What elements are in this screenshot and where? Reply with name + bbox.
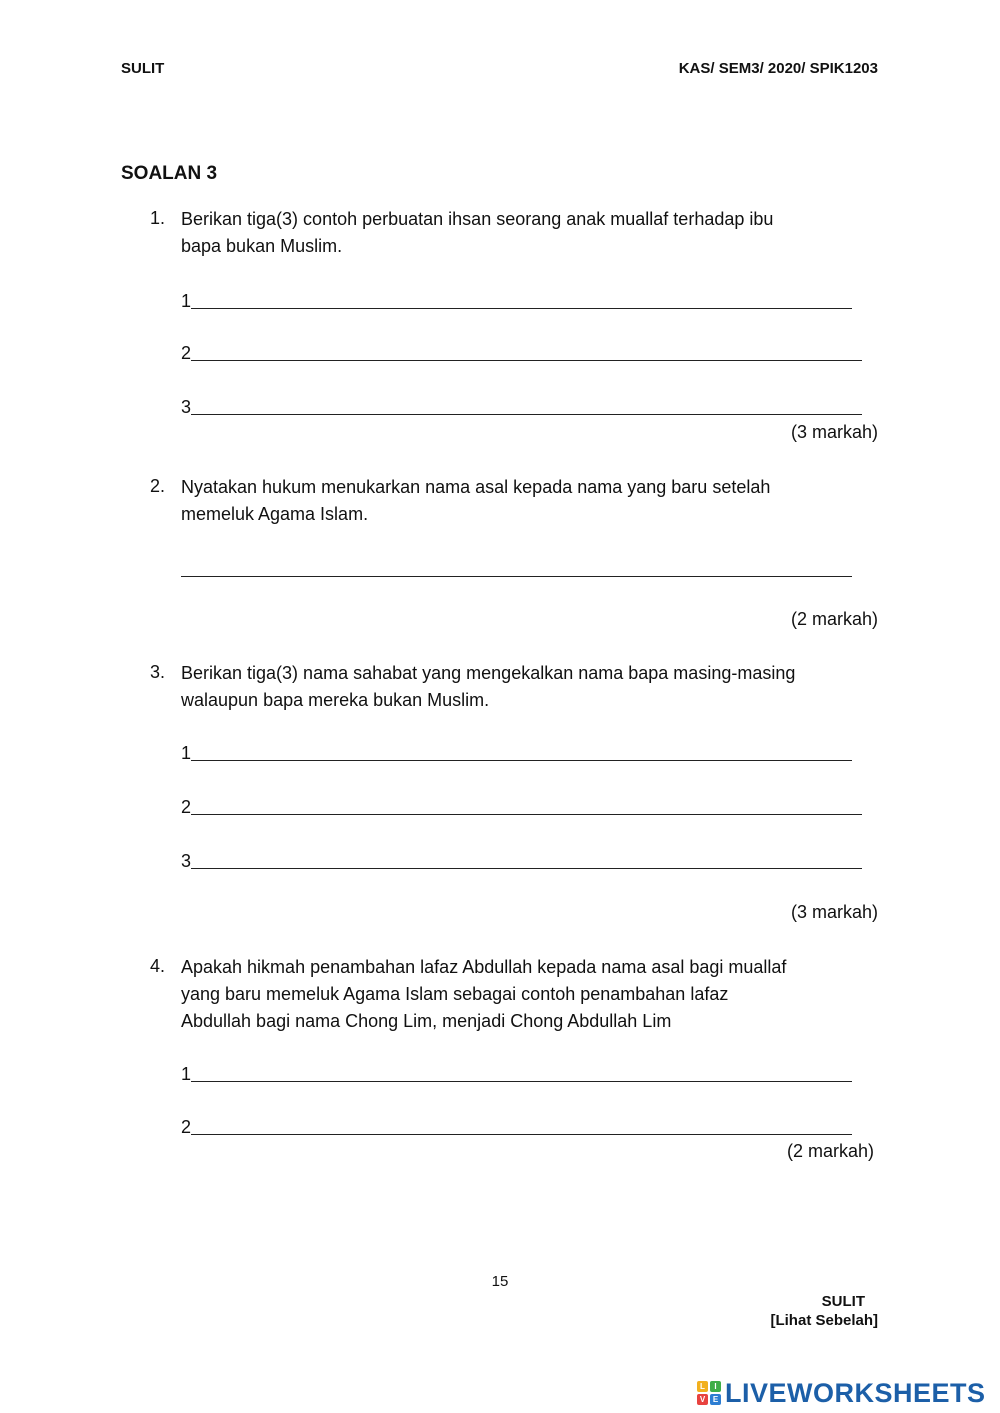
- marks-label: (2 markah): [790, 609, 878, 629]
- marks-label: (2 markah): [786, 1141, 874, 1161]
- answer-blank[interactable]: [181, 742, 852, 763]
- blank-label: 2: [181, 797, 192, 817]
- logo-tile: I: [710, 1381, 721, 1392]
- logo-tile: V: [697, 1394, 708, 1405]
- question-text-line: Nyatakan hukum menukarkan nama asal kepada nama yang baru setelah: [181, 477, 771, 497]
- question-text: [181, 660, 881, 714]
- question-text: [181, 474, 881, 528]
- header-left: SULIT: [121, 60, 165, 77]
- answer-blank[interactable]: [181, 396, 862, 417]
- logo-text: LIVEWORKSHEETS: [725, 1377, 986, 1408]
- answer-line[interactable]: [191, 1063, 852, 1082]
- marks-label: (3 markah): [790, 902, 878, 922]
- section-title: SOALAN 3: [121, 163, 218, 184]
- logo-tile: L: [697, 1381, 708, 1392]
- footer-next-page: [Lihat Sebelah]: [770, 1312, 878, 1329]
- answer-blank[interactable]: [181, 850, 862, 871]
- answer-line[interactable]: [191, 1116, 852, 1135]
- answer-blank[interactable]: [181, 796, 862, 817]
- logo-tile: E: [710, 1394, 721, 1405]
- header-right: KAS/ SEM3/ 2020/ SPIK1203: [678, 60, 878, 77]
- blank-label: 3: [181, 851, 192, 871]
- logo-grid-icon: [697, 1381, 721, 1405]
- question-text-line: walaupun bapa mereka bukan Muslim.: [181, 690, 490, 710]
- answer-line[interactable]: [181, 558, 852, 577]
- blank-label: 1: [181, 743, 192, 763]
- question-number: 2.: [150, 476, 166, 496]
- blank-label: 3: [181, 397, 192, 417]
- question-text-line: bapa bukan Muslim.: [181, 236, 343, 256]
- answer-blank[interactable]: [181, 342, 862, 363]
- question-text-line: memeluk Agama Islam.: [181, 504, 369, 524]
- question-text: [181, 206, 881, 260]
- question-text-line: Berikan tiga(3) nama sahabat yang mengekalkan nama bapa masing-masing: [181, 663, 796, 683]
- question-number: 3.: [150, 662, 166, 682]
- answer-line[interactable]: [191, 342, 862, 361]
- question-text-line: yang baru memeluk Agama Islam sebagai contoh penambahan lafaz: [181, 984, 729, 1004]
- answer-line[interactable]: [191, 742, 852, 761]
- question-text: [181, 954, 881, 1035]
- answer-line[interactable]: [191, 290, 852, 309]
- answer-line[interactable]: [191, 396, 862, 415]
- marks-label: (3 markah): [790, 422, 878, 442]
- blank-label: 2: [181, 343, 192, 363]
- blank-label: 1: [181, 291, 192, 311]
- answer-blank[interactable]: [181, 290, 852, 311]
- footer-sulit: SULIT: [821, 1293, 865, 1310]
- answer-blank[interactable]: [181, 558, 852, 579]
- answer-blank[interactable]: [181, 1116, 852, 1137]
- blank-label: 1: [181, 1064, 192, 1084]
- answer-blank[interactable]: [181, 1063, 852, 1084]
- answer-line[interactable]: [191, 796, 862, 815]
- question-text-line: Apakah hikmah penambahan lafaz Abdullah kepada nama asal bagi muallaf: [181, 957, 787, 977]
- question-number: 1.: [150, 208, 166, 228]
- question-text-line: Berikan tiga(3) contoh perbuatan ihsan seorang anak muallaf terhadap ibu: [181, 209, 774, 229]
- page-number: 15: [491, 1273, 509, 1290]
- question-text-line: Abdullah bagi nama Chong Lim, menjadi Chong Abdullah Lim: [181, 1011, 672, 1031]
- question-number: 4.: [150, 956, 166, 976]
- answer-line[interactable]: [191, 850, 862, 869]
- liveworksheets-logo: [697, 1378, 986, 1408]
- blank-label: 2: [181, 1117, 192, 1137]
